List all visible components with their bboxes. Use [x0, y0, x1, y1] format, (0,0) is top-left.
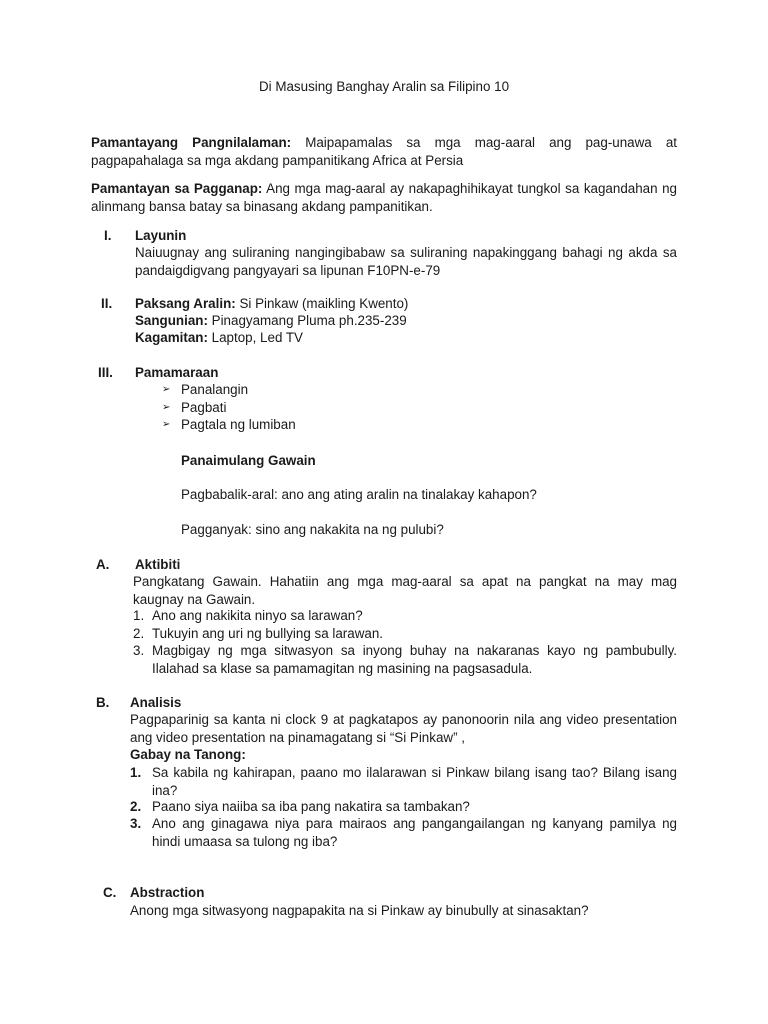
- section-b-letter: B.: [96, 695, 110, 710]
- section-i-text: Naiuugnay ang suliraning nangingibabaw sa suliraning napakinggang bahagi ng akda sa pandaigdigvang pangyayari sa lipunan F10PN-e-79: [135, 245, 677, 278]
- bullet-arrow-icon: ➢: [162, 402, 171, 413]
- page-title: Di Masusing Banghay Aralin sa Filipino 10: [258, 79, 510, 94]
- bullet-item: Pagtala ng lumiban: [181, 417, 296, 432]
- pamantayan-sa-pagganap: [91, 180, 677, 215]
- list-number: 1.: [130, 765, 142, 780]
- sanggunian-label: Sangunian:: [135, 313, 208, 328]
- list-number: 1.: [133, 608, 145, 623]
- section-c-heading: Abstraction: [130, 885, 205, 900]
- pagganyak: Pagganyak: sino ang nakakita na ng pulubi?: [181, 522, 444, 537]
- list-number: 3.: [130, 816, 142, 831]
- list-item: Ano ang ginagawa niya para mairaos ang pangangailangan ng kanyang pamilya ng hindi umaasa sa tulong ng iba?: [152, 816, 677, 849]
- bullet-item: Pagbati: [181, 400, 227, 415]
- sanggunian: [135, 312, 407, 330]
- section-b-intro: Pagpaparinig sa kanta ni clock 9 at pagkatapos ay panonoorin nila ang video presentation ang video presentation na pinamagatang si “Si Pinkaw” ,: [130, 712, 677, 745]
- bullet-item: Panalangin: [181, 382, 249, 397]
- section-c-text: Anong mga sitwasyong nagpapakita na si Pinkaw ay binubully at sinasaktan?: [130, 903, 589, 918]
- panimulang-gawain-heading: Panaimulang Gawain: [181, 453, 316, 468]
- pagbabalik-aral: Pagbabalik-aral: ano ang ating aralin na tinalakay kahapon?: [181, 487, 537, 502]
- paksang-aralin-value: Si Pinkaw (maikling Kwento): [239, 296, 409, 311]
- section-iii-number: III.: [98, 365, 113, 380]
- list-number: 3.: [133, 643, 145, 658]
- section-a-heading: Aktibiti: [135, 557, 181, 572]
- list-number: 2.: [130, 799, 142, 814]
- section-a-intro: Pangkatang Gawain. Hahatiin ang mga mag-aaral sa apat na pangkat na may mag kaugnay na Gawain.: [133, 574, 677, 607]
- sanggunian-value: Pinagyamang Pluma ph.235-239: [211, 313, 407, 328]
- pamantayan-sa-pagganap-label: Pamantayan sa Pagganap:: [91, 181, 263, 196]
- section-i-heading: Layunin: [135, 228, 187, 243]
- kagamitan-value: Laptop, Led TV: [211, 330, 303, 345]
- list-item: Paano siya naiiba sa iba pang nakatira sa tambakan?: [152, 799, 470, 814]
- kagamitan: [135, 329, 303, 347]
- kagamitan-label: Kagamitan:: [135, 330, 208, 345]
- paksang-aralin: [135, 295, 408, 313]
- section-a-letter: A.: [96, 557, 110, 572]
- pamantayang-pangnilalaman: [91, 134, 677, 169]
- pamantayang-pangnilalaman-label: Pamantayang Pangnilalaman:: [91, 135, 292, 150]
- list-item: Tukuyin ang uri ng bullying sa larawan.: [152, 626, 383, 641]
- section-iii-heading: Pamamaraan: [135, 365, 219, 380]
- gabay-na-tanong: Gabay na Tanong:: [130, 747, 246, 762]
- section-ii-number: II.: [101, 296, 113, 311]
- list-item: Magbigay ng mga sitwasyon sa inyong buhay na nakaranas kayo ng pambubully. Ilalahad sa klase sa pamamagitan ng masining na pagsasadula.: [152, 643, 677, 676]
- list-item: Ano ang nakikita ninyo sa larawan?: [152, 608, 363, 623]
- pamantayan-sa-pagganap-text: Ang mga mag-aaral ay nakapaghihikayat tungkol sa kagandahan ng alinmang bansa batay sa binasang akdang pampanitikan.: [91, 181, 677, 214]
- bullet-arrow-icon: ➢: [162, 384, 171, 395]
- list-number: 2.: [133, 626, 145, 641]
- section-b-heading: Analisis: [130, 695, 182, 710]
- paksang-aralin-label: Paksang Aralin:: [135, 296, 236, 311]
- list-item: Sa kabila ng kahirapan, paano mo ilalarawan si Pinkaw bilang isang tao? Bilang isang ina?: [152, 765, 677, 798]
- section-i-number: I.: [104, 228, 112, 243]
- bullet-arrow-icon: ➢: [162, 419, 171, 430]
- section-c-letter: C.: [103, 885, 117, 900]
- pamantayang-pangnilalaman-text: Maipapamalas sa mga mag-aaral ang pag-unawa at pagpapahalaga sa mga akdang pampanitikang Africa at Persia: [91, 135, 677, 168]
